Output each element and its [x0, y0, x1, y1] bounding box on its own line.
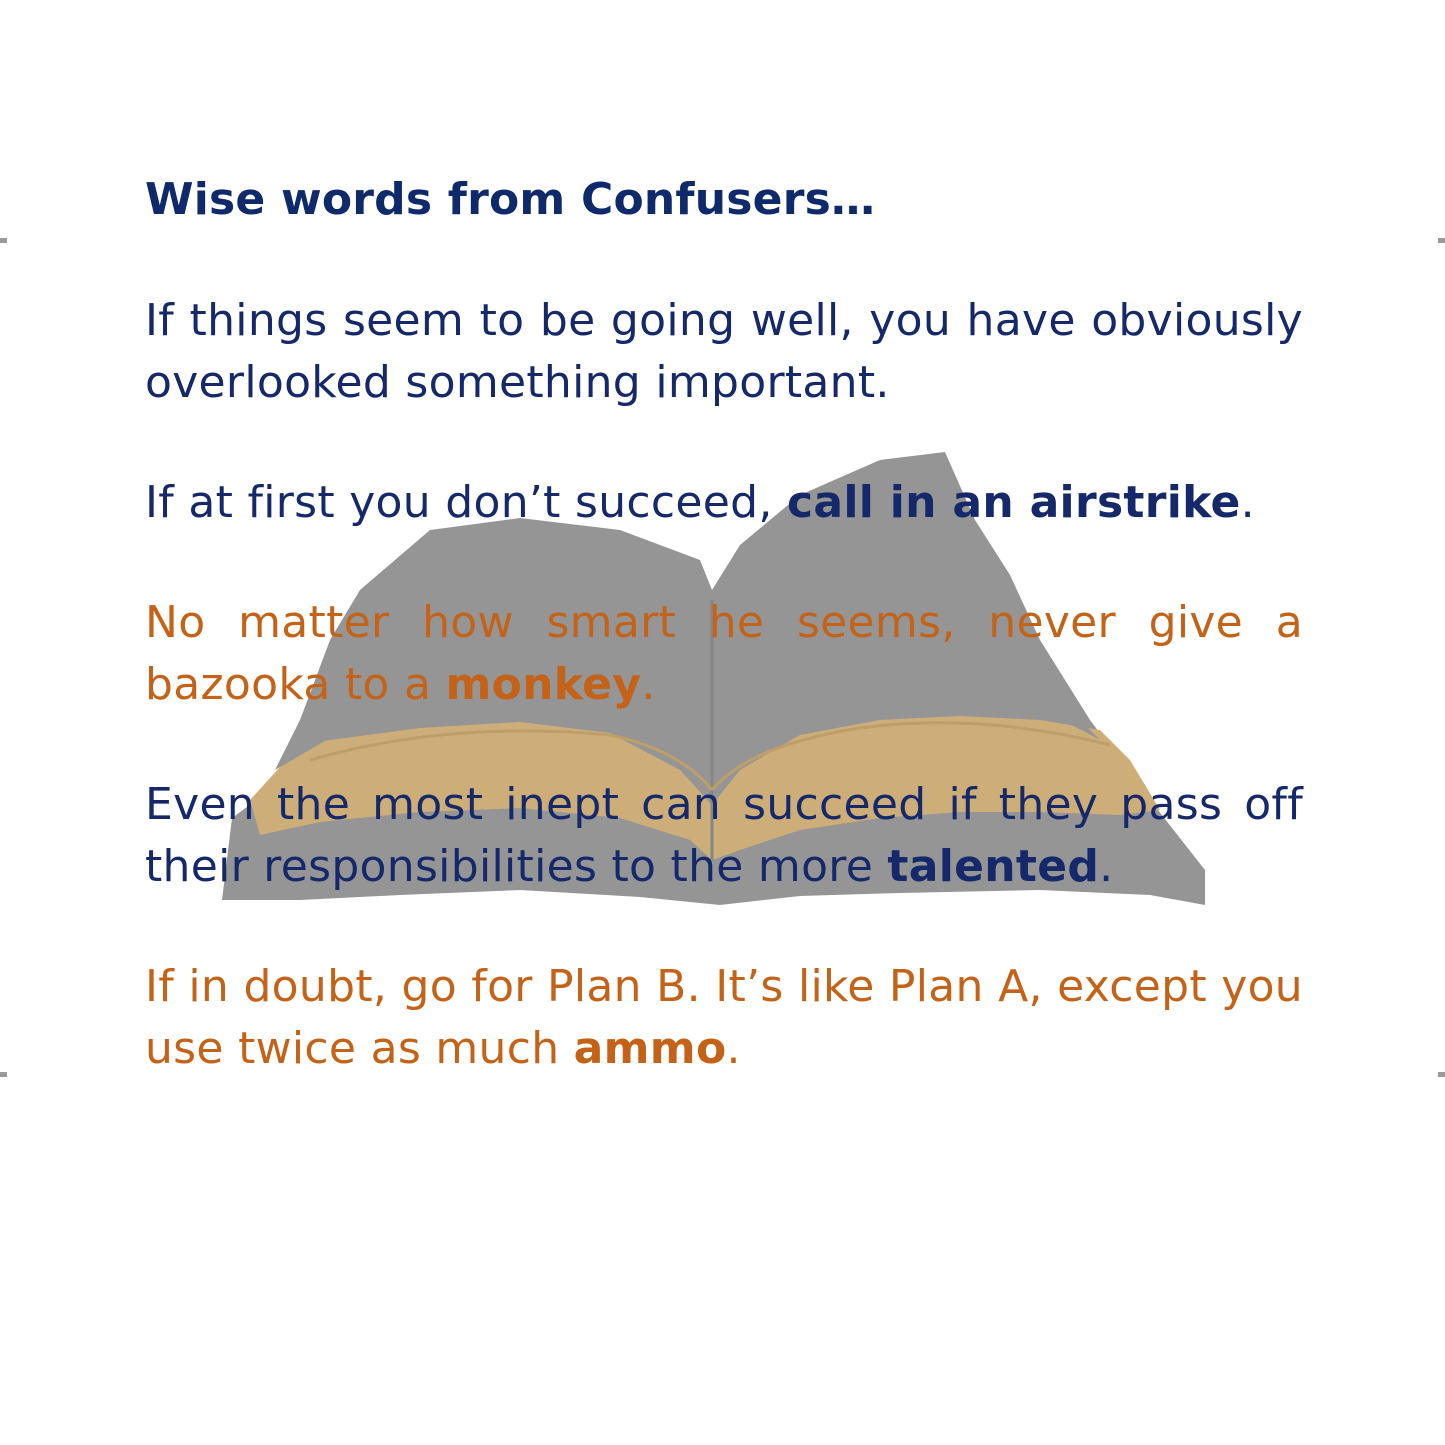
quote-punctuation: .: [641, 659, 656, 710]
quote-1: [145, 290, 1303, 414]
quote-emphasis: ammo: [573, 1023, 727, 1074]
quote-punctuation: .: [726, 1023, 741, 1074]
quote-emphasis: call in an airstrike: [786, 477, 1241, 528]
quote-emphasis: talented: [887, 841, 1100, 892]
quote-3: [145, 592, 1303, 716]
page-heading: Wise words from Confusers…: [145, 174, 876, 225]
quote-text: If in doubt, go for Plan B. It’s like Plan A, except you use twice as much: [145, 961, 1303, 1074]
quote-text: If things seem to be going well, you have obviously overlooked something important.: [145, 295, 1303, 408]
quotes-container: [145, 168, 1303, 1138]
quote-text: If at first you don’t succeed,: [145, 477, 787, 528]
quote-4: [145, 774, 1303, 898]
quote-text: No matter how smart he seems, never give a bazooka to a: [145, 597, 1303, 710]
quote-2: [145, 472, 1303, 534]
quote-5: [145, 956, 1303, 1080]
quote-emphasis: monkey: [445, 659, 642, 710]
quote-text: Even the most inept can succeed if they pass off their responsibilities to the more: [145, 779, 1303, 892]
quote-punctuation: .: [1099, 841, 1114, 892]
quote-punctuation: .: [1240, 477, 1255, 528]
